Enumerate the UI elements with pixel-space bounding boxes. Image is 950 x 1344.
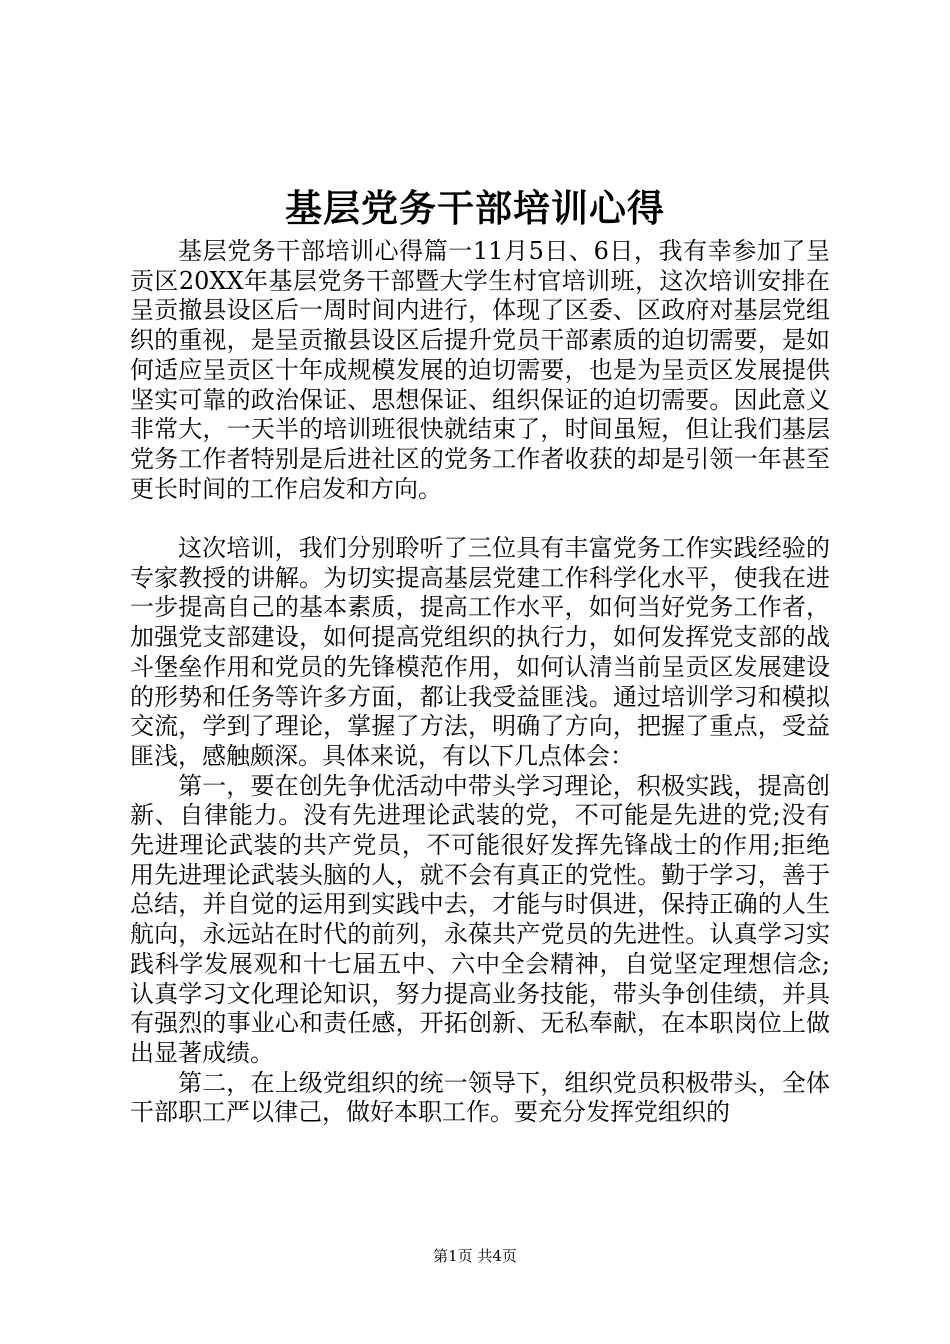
document-body (130, 237, 830, 1128)
page-number-footer: 第1页 共4页 (433, 1247, 517, 1265)
paragraph-spacer (130, 504, 830, 534)
paragraph-3: 第一，要在创先争优活动中带头学习理论，积极实践，提高创新、自律能力。没有先进理论武装的党，不可能是先进的党;没有先进理论武装的共产党员，不可能很好发挥先锋战士的作用;拒绝用先进理论武装头脑的人，就不会有真正的党性。勤于学习，善于总结，并自觉的运用到实践中去，才能与时俱进，保持正确的人生航向，永远站在时代的前列，永葆共产党员的先进性。认真学习实践科学发展观和十七届五中、六中全会精神，自觉坚定理想信念;认真学习文化理论知识，努力提高业务技能，带头争创佳绩，并具有强烈的事业心和责任感，开拓创新、无私奉献，在本职岗位上做出显著成绩。 (130, 771, 830, 1067)
paragraph-2: 这次培训，我们分别聆听了三位具有丰富党务工作实践经验的专家教授的讲解。为切实提高基层党建工作科学化水平，使我在进一步提高自己的基本素质，提高工作水平，如何当好党务工作者，加强党支部建设，如何提高党组织的执行力，如何发挥党支部的战斗堡垒作用和党员的先锋模范作用，如何认清当前呈贡区发展建设的形势和任务等许多方面，都让我受益匪浅。通过培训学习和模拟交流，学到了理论，掌握了方法，明确了方向，把握了重点，受益匪浅，感触颇深。具体来说，有以下几点体会： (130, 534, 830, 770)
document-title: 基层党务干部培训心得 (285, 186, 665, 230)
paragraph-1: 基层党务干部培训心得篇一11月5日、6日，我有幸参加了呈贡区20XX年基层党务干部暨大学生村官培训班，这次培训安排在呈贡撤县设区后一周时间内进行，体现了区委、区政府对基层党组织的重视，是呈贡撤县设区后提升党员干部素质的迫切需要，是如何适应呈贡区十年成规模发展的迫切需要，也是为呈贡区发展提供坚实可靠的政治保证、思想保证、组织保证的迫切需要。因此意义非常大，一天半的培训班很快就结束了，时间虽短，但让我们基层党务工作者特别是后进社区的党务工作者收获的却是引领一年甚至更长时间的工作启发和方向。 (130, 237, 830, 503)
paragraph-4: 第二，在上级党组织的统一领导下，组织党员积极带头，全体干部职工严以律己，做好本职工作。要充分发挥党组织的 (130, 1068, 830, 1127)
